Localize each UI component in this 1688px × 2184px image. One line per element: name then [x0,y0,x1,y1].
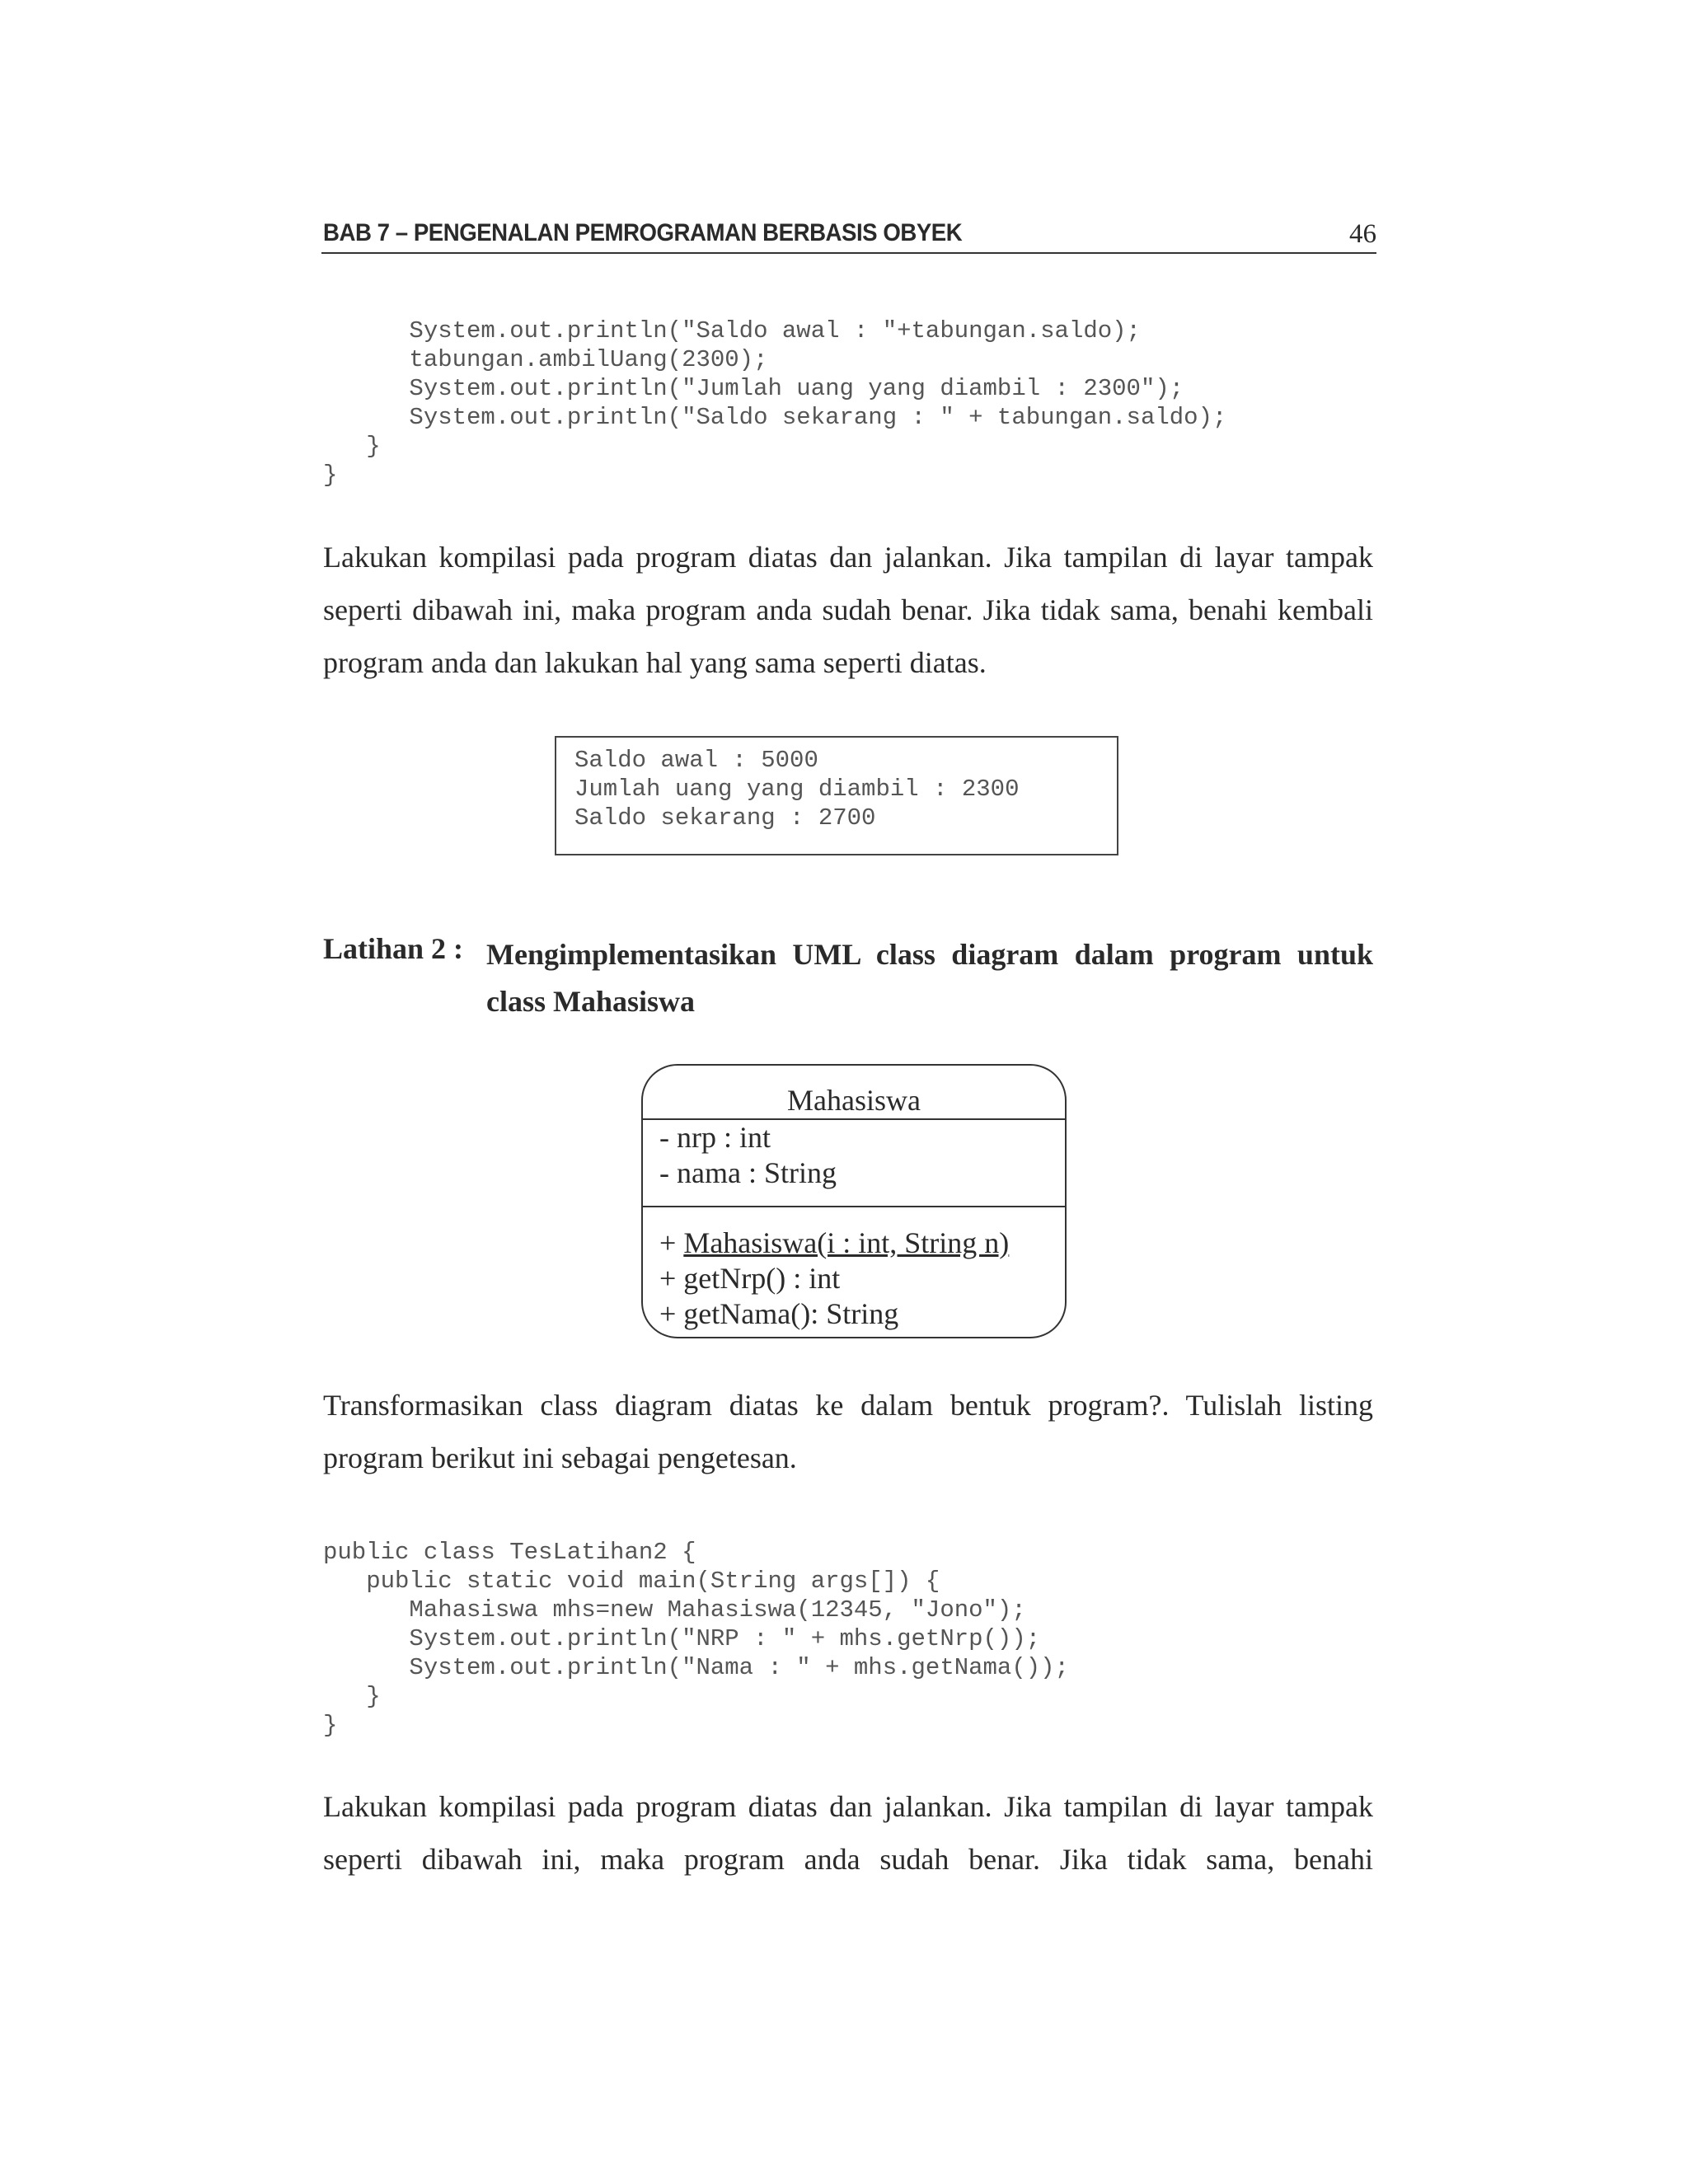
code-line: System.out.println("Jumlah uang yang diambil : 2300"); [323,375,1184,402]
code-line: public class TesLatihan2 { [323,1539,696,1566]
code-line: } [323,462,338,489]
output-line: Jumlah uang yang diambil : 2300 [574,776,1020,803]
uml-operation-constructor [659,1226,1065,1261]
code-block-1 [323,316,1226,490]
uml-class-name: Mahasiswa [643,1066,1065,1120]
code-line: } [323,1683,381,1710]
program-output-box [555,736,1118,855]
page-number: 46 [1349,219,1376,249]
paragraph-instructions-3: Lakukan kompilasi pada program diatas dan jalankan. Jika tampilan di layar tampak seperti dibawah ini, maka program anda sudah benar. Jika tidak sama, benahi [323,1790,1373,1876]
uml-class-diagram [641,1064,1067,1338]
code-block-2 [323,1538,1069,1740]
paragraph-instructions-2: Transformasikan class diagram diatas ke dalam bentuk program?. Tulislah listing program berikut ini sebagai pengetesan. [323,1389,1373,1474]
code-line: System.out.println("Saldo sekarang : " + tabungan.saldo); [323,404,1227,431]
uml-attribute: - nama : String [659,1156,837,1189]
exercise-label: Latihan 2 : [323,932,464,965]
header-rule [321,252,1376,254]
uml-attributes [643,1120,1065,1207]
uml-operation: + getNrp() : int [659,1262,841,1295]
output-line: Saldo sekarang : 2700 [574,804,876,832]
code-line: Mahasiswa mhs=new Mahasiswa(12345, "Jono"); [323,1596,1026,1624]
uml-constructor-signature: Mahasiswa(i : int, String n) [683,1226,1010,1259]
uml-visibility: + [659,1226,684,1259]
code-line: System.out.println("Saldo awal : "+tabungan.saldo); [323,317,1141,344]
exercise-title: Mengimplementasikan UML class diagram dalam program untuk class Mahasiswa [486,938,1373,1018]
paragraph-instructions-1: Lakukan kompilasi pada program diatas dan jalankan. Jika tampilan di layar tampak seperti dibawah ini, maka program anda sudah benar. Jika tidak sama, benahi kembali program anda dan lakukan hal yang sama seperti diatas. [323,541,1373,679]
uml-operations [643,1207,1065,1332]
code-line: public static void main(String args[]) { [323,1568,940,1595]
output-line: Saldo awal : 5000 [574,747,818,774]
code-line: } [323,433,381,460]
code-line: System.out.println("NRP : " + mhs.getNrp()); [323,1625,1041,1652]
uml-attribute: - nrp : int [659,1121,771,1154]
code-line: tabungan.ambilUang(2300); [323,346,768,373]
code-line: } [323,1712,338,1739]
uml-operation: + getNama(): String [659,1297,899,1330]
code-line: System.out.println("Nama : " + mhs.getNama()); [323,1654,1069,1681]
running-header-title: BAB 7 – PENGENALAN PEMROGRAMAN BERBASIS OBYEK [323,219,963,246]
